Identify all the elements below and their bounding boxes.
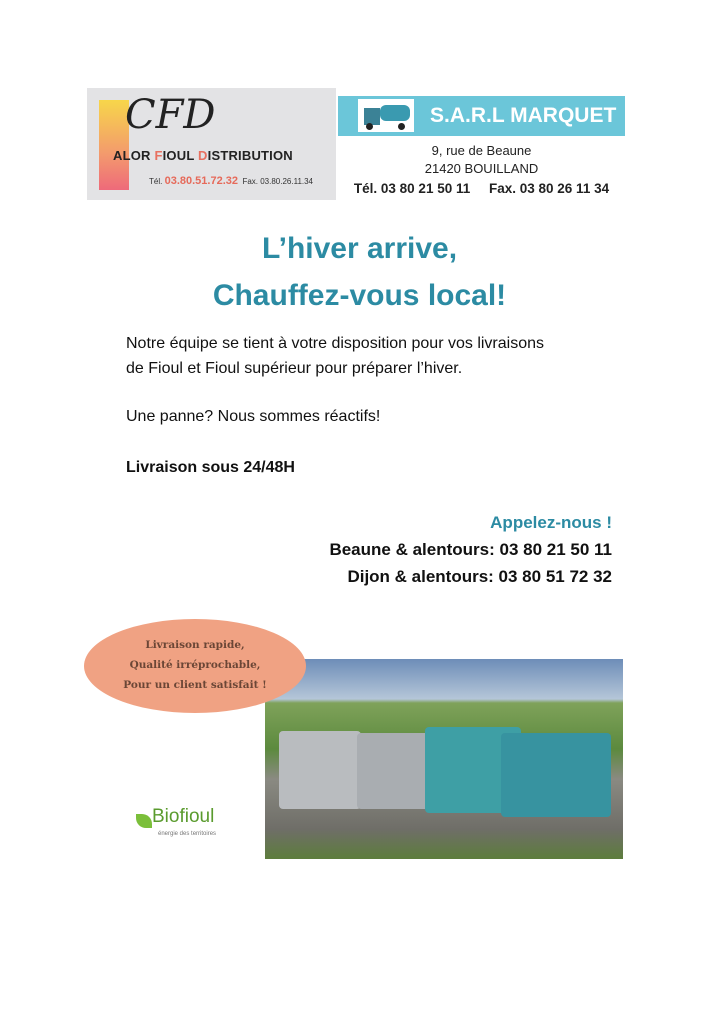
- headline: [0, 225, 719, 319]
- cfd-tel: 03.80.51.72.32: [164, 175, 238, 187]
- cfd-name-part: D: [198, 148, 208, 163]
- slogan-line: Livraison rapide,: [145, 639, 245, 651]
- tanker-trucks-photo: [265, 659, 623, 859]
- call-heading: Appelez-nous !: [490, 513, 612, 532]
- marquet-address-1: 9, rue de Beaune: [431, 143, 532, 158]
- cfd-name-part: F: [154, 148, 163, 163]
- biofioul-tagline: énergie des territoires: [158, 831, 217, 837]
- truck-icon: [358, 99, 414, 132]
- cfd-company-name: [113, 148, 293, 164]
- biofioul-word: Biofioul: [152, 806, 215, 827]
- cfd-letters: CFD: [125, 92, 216, 138]
- cfd-tel-label: Tél.: [149, 177, 163, 186]
- marquet-banner: [338, 96, 625, 136]
- cfd-contact: [149, 174, 313, 189]
- slogan-line: Pour un client satisfait !: [123, 679, 267, 691]
- marquet-address-2: 21420 BOUILLAND: [424, 161, 539, 176]
- slogan-bubble: [84, 619, 306, 713]
- intro-line-2: de Fioul et Fioul supérieur pour préparer l’hiver.: [126, 360, 463, 377]
- cfd-name-part: ISTRIBUTION: [207, 148, 293, 163]
- cfd-name-part: ALOR: [113, 148, 155, 163]
- headline-line-2: Chauffez-vous local!: [212, 279, 507, 312]
- breakdown-text: Une panne? Nous sommes réactifs!: [126, 408, 381, 425]
- intro-line-1: Notre équipe se tient à votre disposition pour vos livraisons: [126, 335, 544, 352]
- slogan-line: Qualité irréprochable,: [129, 659, 261, 671]
- marquet-title: S.A.R.L MARQUET: [430, 104, 617, 127]
- cfd-fax: Fax. 03.80.26.11.34: [242, 177, 314, 186]
- leaf-icon: [136, 814, 152, 828]
- cfd-name-part: IOUL: [162, 148, 199, 163]
- cfd-logo: [87, 88, 336, 200]
- phone-dijon: Dijon & alentours: 03 80 51 72 32: [347, 567, 612, 586]
- headline-line-1: L’hiver arrive,: [261, 232, 458, 265]
- delivery-text: Livraison sous 24/48H: [126, 459, 295, 476]
- marquet-contact: Tél. 03 80 21 50 11 Fax. 03 80 26 11 34: [353, 181, 610, 196]
- phone-beaune: Beaune & alentours: 03 80 21 50 11: [329, 540, 612, 559]
